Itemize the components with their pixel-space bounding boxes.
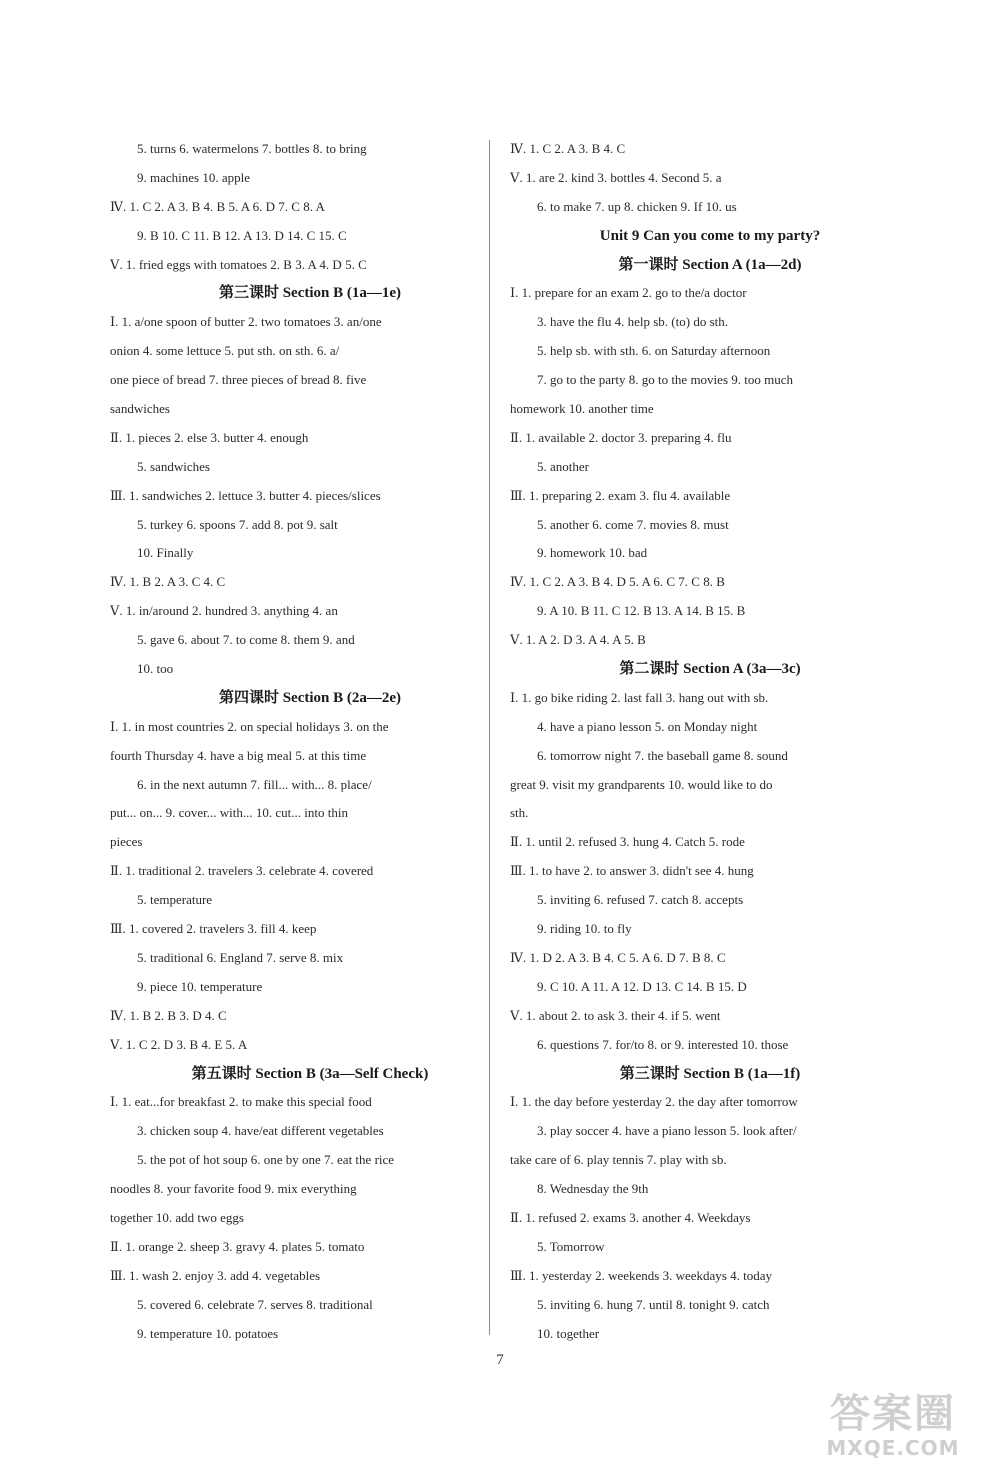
answer-line: sandwiches — [110, 401, 170, 417]
section-heading: 第五课时 Section B (3a—Self Check) — [191, 1065, 429, 1082]
answer-line: 5. turns 6. watermelons 7. bottles 8. to bring — [137, 141, 367, 156]
answer-line: 10. Finally — [137, 545, 194, 561]
answer-line: Ⅲ. 1. covered 2. travelers 3. fill 4. keep — [110, 921, 317, 937]
answer-line: 9. riding 10. to fly — [537, 921, 632, 937]
answer-line: 3. chicken soup 4. have/eat different vegetables — [137, 1123, 384, 1139]
section-heading: 第三课时 Section B (1a—1f) — [619, 1065, 801, 1082]
answer-line: Ⅴ. 1. C 2. D 3. B 4. E 5. A — [110, 1036, 248, 1052]
answer-line: 6. to make 7. up 8. chicken 9. If 10. us — [537, 198, 737, 214]
answer-line: Ⅴ. 1. are 2. kind 3. bottles 4. Second 5. a — [510, 169, 722, 185]
answer-line: 8. Wednesday the 9th — [537, 1181, 649, 1197]
answer-line: Ⅳ. 1. C 2. A 3. B 4. D 5. A 6. C 7. C 8. B — [510, 574, 725, 590]
answer-line: 6. tomorrow night 7. the baseball game 8. sound — [537, 747, 788, 763]
watermark-logo — [798, 1392, 988, 1462]
section-heading: 第四课时 Section B (2a—2e) — [218, 689, 402, 706]
answer-line: 9. A 10. B 11. C 12. B 13. A 14. B 15. B — [537, 603, 746, 619]
left-column — [110, 135, 510, 1348]
answer-line: 7. go to the party 8. go to the movies 9. too much — [537, 372, 793, 388]
answer-line: Ⅱ. 1. available 2. doctor 3. preparing 4. flu — [510, 429, 732, 445]
answer-line: Ⅰ. 1. eat...for breakfast 2. to make this special food — [110, 1094, 372, 1110]
answer-line: Ⅲ. 1. preparing 2. exam 3. flu 4. available — [510, 487, 731, 503]
answer-line: Ⅱ. 1. pieces 2. else 3. butter 4. enough — [110, 429, 309, 445]
answer-line: Ⅳ. 1. C 2. A 3. B 4. B 5. A 6. D 7. C 8. A — [110, 198, 325, 214]
answer-line: 5. gave 6. about 7. to come 8. them 9. and — [137, 632, 355, 648]
answer-line: 5. sandwiches — [137, 458, 210, 474]
section-heading: 第三课时 Section B (1a—1e) — [218, 285, 402, 302]
answer-line: 5. the pot of hot soup 6. one by one 7. eat the rice — [137, 1152, 395, 1168]
answer-line: Ⅱ. 1. orange 2. sheep 3. gravy 4. plates 5. tomato — [110, 1238, 365, 1254]
answer-line: sth. — [510, 805, 529, 821]
answer-line: onion 4. some lettuce 5. put sth. on sth. 6. a/ — [110, 343, 340, 359]
answer-line: Ⅲ. 1. to have 2. to answer 3. didn't see 4. hung — [510, 863, 754, 879]
answer-line: Ⅴ. 1. fried eggs with tomatoes 2. B 3. A 4. D 5. C — [110, 256, 367, 272]
answer-line: Ⅳ. 1. B 2. A 3. C 4. C — [110, 574, 226, 590]
answer-line: Ⅰ. 1. go bike riding 2. last fall 3. hang out with sb. — [510, 689, 769, 705]
answer-line: Ⅱ. 1. until 2. refused 3. hung 4. Catch 5. rode — [510, 834, 745, 850]
answer-line: one piece of bread 7. three pieces of bread 8. five — [110, 372, 367, 388]
answer-line: Ⅱ. 1. traditional 2. travelers 3. celebrate 4. covered — [110, 863, 374, 879]
answer-line: Ⅰ. 1. in most countries 2. on special holidays 3. on the — [110, 718, 389, 734]
answer-line: 10. together — [537, 1325, 600, 1341]
column-divider — [489, 140, 490, 1335]
answer-line: 9. piece 10. temperature — [137, 978, 263, 994]
answer-line: Ⅴ. 1. A 2. D 3. A 4. A 5. B — [510, 632, 646, 648]
answer-line: 9. machines 10. apple — [137, 169, 250, 185]
answer-line: pieces — [110, 834, 143, 850]
answer-line: noodles 8. your favorite food 9. mix everything — [110, 1181, 357, 1197]
answer-line: together 10. add two eggs — [110, 1209, 244, 1225]
answer-line: Ⅳ. 1. B 2. B 3. D 4. C — [110, 1007, 227, 1023]
answer-line: 5. turkey 6. spoons 7. add 8. pot 9. salt — [137, 516, 338, 532]
answer-line: 5. another — [537, 458, 589, 474]
answer-line: 5. inviting 6. hung 7. until 8. tonight 9. catch — [537, 1296, 770, 1312]
answer-line: Ⅲ. 1. sandwiches 2. lettuce 3. butter 4. pieces/slices — [110, 487, 381, 503]
answer-line: 5. traditional 6. England 7. serve 8. mix — [137, 949, 344, 965]
answer-line: put... on... 9. cover... with... 10. cut... into thin — [110, 805, 348, 821]
answer-line: 3. have the flu 4. help sb. (to) do sth. — [537, 314, 728, 330]
answer-line: Ⅲ. 1. yesterday 2. weekends 3. weekdays 4. today — [510, 1267, 772, 1283]
answer-line: Ⅲ. 1. wash 2. enjoy 3. add 4. vegetables — [110, 1267, 321, 1283]
answer-line: fourth Thursday 4. have a big meal 5. at this time — [110, 747, 367, 763]
answer-line: 5. help sb. with sth. 6. on Saturday afternoon — [537, 343, 771, 359]
answer-line: 6. questions 7. for/to 8. or 9. interested 10. those — [537, 1036, 789, 1052]
answer-line: Ⅰ. 1. prepare for an exam 2. go to the/a doctor — [510, 285, 747, 301]
section-heading: Unit 9 Can you come to my party? — [599, 227, 821, 244]
answer-line: great 9. visit my grandparents 10. would like to do — [510, 776, 773, 792]
right-column — [510, 135, 910, 1348]
answer-line: 9. B 10. C 11. B 12. A 13. D 14. C 15. C — [137, 227, 347, 243]
watermark-url: MXQE.COM — [826, 1436, 960, 1460]
answer-line: 5. another 6. come 7. movies 8. must — [537, 516, 729, 532]
answer-line: 9. temperature 10. potatoes — [137, 1325, 279, 1341]
answer-line: 4. have a piano lesson 5. on Monday night — [537, 718, 758, 734]
answer-line: 5. Tomorrow — [537, 1238, 605, 1254]
answer-line: 5. covered 6. celebrate 7. serves 8. traditional — [137, 1296, 373, 1312]
answer-line: Ⅴ. 1. in/around 2. hundred 3. anything 4. an — [110, 603, 338, 619]
section-heading: 第二课时 Section A (3a—3c) — [619, 661, 801, 678]
answer-line: 5. temperature — [137, 892, 213, 908]
watermark-title: 答案圈 — [830, 1391, 956, 1437]
answer-line: 3. play soccer 4. have a piano lesson 5. look after/ — [537, 1123, 797, 1139]
answer-line: Ⅴ. 1. about 2. to ask 3. their 4. if 5. went — [510, 1007, 721, 1023]
answer-line: 6. in the next autumn 7. fill... with... 8. place/ — [137, 776, 372, 792]
answer-line: Ⅰ. 1. the day before yesterday 2. the day after tomorrow — [510, 1094, 798, 1110]
answer-line: Ⅱ. 1. refused 2. exams 3. another 4. Weekdays — [510, 1209, 751, 1225]
page-number: 7 — [496, 1352, 504, 1368]
answer-line: 9. C 10. A 11. A 12. D 13. C 14. B 15. D — [537, 978, 747, 994]
answer-line: take care of 6. play tennis 7. play with sb. — [510, 1152, 727, 1168]
section-heading: 第一课时 Section A (1a—2d) — [618, 256, 802, 273]
answer-line: Ⅰ. 1. a/one spoon of butter 2. two tomatoes 3. an/one — [110, 314, 382, 330]
answer-line: 10. too — [137, 661, 174, 677]
answer-line: Ⅳ. 1. D 2. A 3. B 4. C 5. A 6. D 7. B 8. C — [510, 949, 726, 965]
answer-line: Ⅳ. 1. C 2. A 3. B 4. C — [510, 141, 626, 156]
answer-line: 9. homework 10. bad — [537, 545, 648, 561]
answer-line: 5. inviting 6. refused 7. catch 8. accepts — [537, 892, 744, 908]
answer-line: homework 10. another time — [510, 401, 654, 417]
